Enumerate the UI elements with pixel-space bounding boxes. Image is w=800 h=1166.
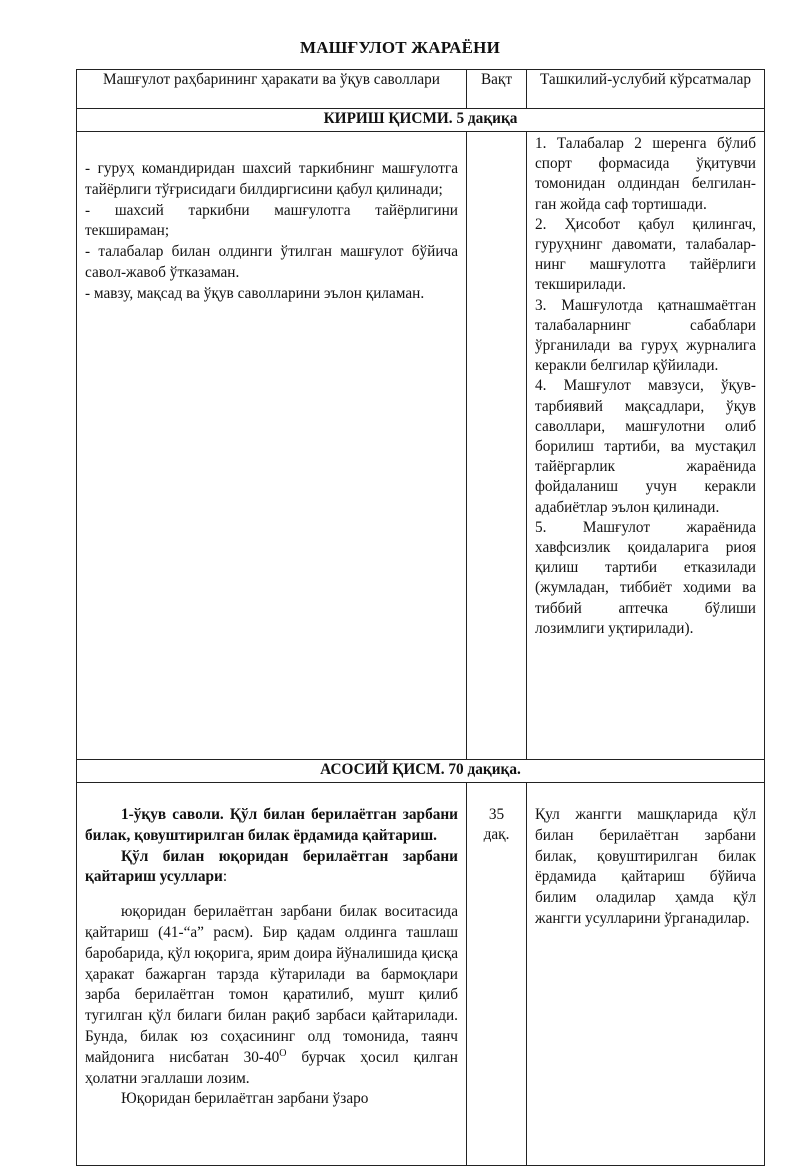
lesson-process-table [76, 69, 765, 1166]
time-value: 35 [488, 806, 505, 823]
list-item: - шахсий таркибни машғулотга тайёрлигини текшираман; [85, 201, 458, 240]
subtitle-bold: Қўл билан юқоридан берилаётган зарбани қайтариш усуллари [85, 847, 458, 886]
time-unit: дақ. [483, 826, 510, 843]
list-item: 3. Машғулотда қатнашмаётган талабаларнинг сабаблари ўрганилади ва гуруҳ журналига керакли белгилар қўйилади. [535, 296, 756, 375]
list-item: 4. Машғулот мавзуси, ўқув-тарбиявий мақсадлари, ўқув саволлари, машғулотни олиб борилиш тартиби, ва мустақил тайёргарлик жараёнида фойдаланиш учун керакли адабиётлар эълон қилинади. [535, 377, 756, 516]
list-item: - гуруҳ командиридан шахсий таркибнинг машғулотга тайёрлиги тўғрисидаги билдиргисини қабул қилинади; [85, 160, 458, 198]
header-actions-questions: Машғулот раҳбарининг ҳаракати ва ўқув саволлари [77, 70, 467, 109]
list-item: 1. Талабалар 2 шеренга бўлиб спорт формасида ўқитувчи томонидан олдиндан белгилан-ган жойда саф тортишади. [535, 135, 756, 213]
main-time-cell [467, 783, 527, 1166]
section-heading-intro: КИРИШ ҚИСМИ. 5 дақиқа [77, 109, 765, 132]
list-item: 2. Ҳисобот қабул қилингач, гуруҳнинг давомати, талабалар-нинг машғулотга тайёрлиги текширилади. [535, 215, 756, 294]
main-guidelines-cell: Қул жангги машқларида қўл билан берилаётган зарбани билак, қовуштирилган билак ёрдамида қайтариш бўйича билим оладилар ҳамда қўл жангги усулларини ўрганадилар. [527, 783, 765, 1166]
paragraph: Юқоридан берилаётган зарбани ўзаро [121, 1090, 369, 1108]
intro-guidelines-cell [527, 132, 765, 760]
subtitle [85, 847, 458, 889]
degree-mark: О [279, 1047, 287, 1059]
main-actions-cell [77, 783, 467, 1166]
intro-actions-cell [77, 132, 467, 760]
header-guidelines: Ташкилий-услубий кўрсатмалар [527, 70, 765, 109]
page-title: МАШҒУЛОТ ЖАРАЁНИ [299, 38, 501, 57]
table-header-row [77, 70, 765, 109]
list-item: 5. Машғулот жараёнида хавфсизлик қоидаларига риоя қилиш тартиби етказилади (жумладан, тиббиёт ходими ва тиббий аптечка бўлиши лозимлиги уқтирилади). [535, 518, 756, 637]
section-heading-row [77, 760, 765, 783]
intro-time-cell [467, 132, 527, 760]
list-item: - мавзу, мақсад ва ўқув саволларини эълон қиламан. [85, 284, 425, 302]
question-title: 1-ўқув саволи. Қўл билан берилаётган зарбани билак, қовуштирилган билак ёрдамида қайтариш. [85, 806, 458, 844]
table-row [77, 132, 765, 760]
section-heading-row [77, 109, 765, 132]
paragraph-text-a: юқоридан берилаётган зарбани билак воситасида қайтариш (41-“а” расм). Бир қадам олдинга ташлаш баробарида, қўл юқорига, ярим доира йўналишида қисқа ҳаракат бажарган тарзда кўтарилади ва бармоқлари зарба берилаётган томон қаратилиб, мушт қилиб тугилган қўл билаги билан рақиб зарбаси қайтарилади. Бунда, билак юз соҳасининг олд томонида, таянч майдонига нисбатан 30-40 [85, 903, 458, 1066]
section-heading-main: АСОСИЙ ҚИСМ. 70 дақиқа. [77, 760, 765, 783]
header-time: Вақт [467, 70, 527, 109]
paragraph [85, 902, 458, 1089]
paragraph-text-b: бурчак ҳосил қилган ҳолатни эгаллаши лозим. [85, 1048, 458, 1087]
subtitle-colon: : [222, 868, 228, 886]
table-row [77, 783, 765, 1166]
list-item: - талабалар билан олдинги ўтилган машғулот бўйича савол-жавоб ўтказаман. [85, 243, 458, 281]
